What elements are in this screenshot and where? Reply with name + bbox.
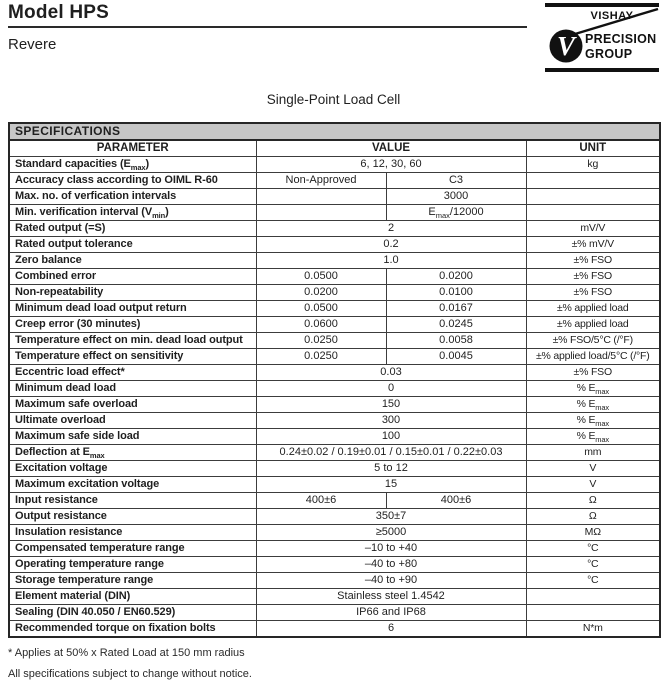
section-title: SPECIFICATIONS xyxy=(9,123,660,140)
spec-table-row xyxy=(9,381,660,397)
unit-cell: kg xyxy=(526,157,660,173)
value-cell-left: 0.0250 xyxy=(256,349,386,365)
value-cell: 1.0 xyxy=(256,253,526,269)
value-cell-right: 400±6 xyxy=(386,493,526,509)
unit-cell xyxy=(526,605,660,621)
unit-cell: % $E_{max}$ xyxy=(526,429,660,445)
parameter-cell: Non-repeatability xyxy=(9,285,256,301)
parameter-cell: Output resistance xyxy=(9,509,256,525)
logo-precision-text: PRECISION xyxy=(585,32,657,46)
unit-cell: ±% FSO xyxy=(526,269,660,285)
spec-table-row xyxy=(9,413,660,429)
parameter-cell: Ultimate overload xyxy=(9,413,256,429)
unit-cell: Ω xyxy=(526,509,660,525)
page-title: Model HPS xyxy=(8,2,110,23)
parameter-cell: Minimum dead load xyxy=(9,381,256,397)
parameter-cell: Eccentric load effect* xyxy=(9,365,256,381)
unit-cell: V xyxy=(526,461,660,477)
logo-company-text: VISHAY xyxy=(590,10,634,22)
parameter-cell: Zero balance xyxy=(9,253,256,269)
parameter-cell: Creep error (30 minutes) xyxy=(9,317,256,333)
value-cell-right: 0.0100 xyxy=(386,285,526,301)
value-cell-left: 0.0250 xyxy=(256,333,386,349)
spec-table-row xyxy=(9,621,660,638)
unit-cell: V xyxy=(526,477,660,493)
parameter-cell: Recommended torque on fixation bolts xyxy=(9,621,256,638)
unit-cell: MΩ xyxy=(526,525,660,541)
value-cell-right: 0.0167 xyxy=(386,301,526,317)
value-cell-left xyxy=(256,189,386,205)
spec-table-row xyxy=(9,285,660,301)
value-cell: 350±7 xyxy=(256,509,526,525)
logo-group-text: GROUP xyxy=(585,47,633,61)
footnote-disclaimer: All specifications subject to change without notice. xyxy=(8,668,252,680)
unit-cell: N*m xyxy=(526,621,660,638)
parameter-cell: Temperature effect on sensitivity xyxy=(9,349,256,365)
unit-cell: ±% mV/V xyxy=(526,237,660,253)
parameter-cell: Rated output (=S) xyxy=(9,221,256,237)
value-cell-left: 0.0500 xyxy=(256,269,386,285)
unit-cell: % $E_{max}$ xyxy=(526,381,660,397)
parameter-cell: Rated output tolerance xyxy=(9,237,256,253)
value-cell-right: 0.0045 xyxy=(386,349,526,365)
value-cell: 5 to 12 xyxy=(256,461,526,477)
spec-table-row xyxy=(9,477,660,493)
value-cell: Stainless steel 1.4542 xyxy=(256,589,526,605)
product-title: Single-Point Load Cell xyxy=(266,92,401,107)
unit-cell: °C xyxy=(526,541,660,557)
value-cell: 0.03 xyxy=(256,365,526,381)
value-cell: IP66 and IP68 xyxy=(256,605,526,621)
value-cell: 300 xyxy=(256,413,526,429)
parameter-cell: Standard capacities $(E_{max})$ xyxy=(9,157,256,173)
value-cell: 0 xyxy=(256,381,526,397)
parameter-cell: Min. verification interval $(V_{min})$ xyxy=(9,205,256,221)
value-cell: 150 xyxy=(256,397,526,413)
spec-table-row xyxy=(9,573,660,589)
spec-table-row xyxy=(9,589,660,605)
spec-table-row xyxy=(9,157,660,173)
spec-table-row xyxy=(9,189,660,205)
spec-table-row xyxy=(9,429,660,445)
value-cell: 2 xyxy=(256,221,526,237)
datasheet-header xyxy=(0,0,667,86)
value-cell-right: 3000 xyxy=(386,189,526,205)
value-cell: 6, 12, 30, 60 xyxy=(256,157,526,173)
column-header-row xyxy=(9,140,660,157)
unit-cell: ±% FSO/5°C (/°F) xyxy=(526,333,660,349)
spec-table-row xyxy=(9,541,660,557)
parameter-cell: Operating temperature range xyxy=(9,557,256,573)
logo-v-monogram: V xyxy=(556,31,576,61)
unit-cell: % $E_{max}$ xyxy=(526,413,660,429)
value-cell-left: 0.0200 xyxy=(256,285,386,301)
parameter-cell: Combined error xyxy=(9,269,256,285)
spec-table-row xyxy=(9,493,660,509)
unit-cell: °C xyxy=(526,573,660,589)
value-cell-left: 400±6 xyxy=(256,493,386,509)
parameter-cell: Compensated temperature range xyxy=(9,541,256,557)
unit-cell: Ω xyxy=(526,493,660,509)
parameter-cell: Maximum safe side load xyxy=(9,429,256,445)
value-cell: –40 to +80 xyxy=(256,557,526,573)
spec-table-row xyxy=(9,221,660,237)
section-header-row xyxy=(9,123,660,140)
value-cell-right: $E_{max}/12000$ xyxy=(386,205,526,221)
logo-graphic xyxy=(544,3,660,73)
value-cell: –40 to +90 xyxy=(256,573,526,589)
parameter-cell: Storage temperature range xyxy=(9,573,256,589)
spec-table-row xyxy=(9,397,660,413)
value-cell: ≥5000 xyxy=(256,525,526,541)
parameter-cell: Max. no. of verfication intervals xyxy=(9,189,256,205)
value-cell-left xyxy=(256,205,386,221)
unit-cell: ±% FSO xyxy=(526,253,660,269)
unit-cell: ±% FSO xyxy=(526,365,660,381)
footnotes xyxy=(8,647,667,680)
column-header-parameter: PARAMETER xyxy=(9,140,256,157)
logo-bottom-bar xyxy=(545,68,659,72)
spec-rows-body xyxy=(9,157,660,638)
column-header-value: VALUE xyxy=(256,140,526,157)
value-cell: 6 xyxy=(256,621,526,638)
spec-table-row xyxy=(9,333,660,349)
spec-table-row xyxy=(9,445,660,461)
value-cell: 100 xyxy=(256,429,526,445)
spec-table-row xyxy=(9,301,660,317)
unit-cell: °C xyxy=(526,557,660,573)
parameter-cell: Maximum excitation voltage xyxy=(9,477,256,493)
parameter-cell: Excitation voltage xyxy=(9,461,256,477)
unit-cell: ±% applied load/5°C (/°F) xyxy=(526,349,660,365)
value-cell: 0.24±0.02 / 0.19±0.01 / 0.15±0.01 / 0.22±0.03 xyxy=(256,445,526,461)
value-cell: 0.2 xyxy=(256,237,526,253)
unit-cell: ±% FSO xyxy=(526,285,660,301)
parameter-cell: Minimum dead load output return xyxy=(9,301,256,317)
value-cell-right: 0.0058 xyxy=(386,333,526,349)
logo-top-bar xyxy=(545,3,659,7)
value-cell-left: Non-Approved xyxy=(256,173,386,189)
parameter-cell: Deflection at $E_{max}$ xyxy=(9,445,256,461)
parameter-cell: Insulation resistance xyxy=(9,525,256,541)
spec-table-row xyxy=(9,237,660,253)
unit-cell xyxy=(526,205,660,221)
unit-cell: ±% applied load xyxy=(526,301,660,317)
spec-table-row xyxy=(9,605,660,621)
vishay-precision-group-logo xyxy=(544,3,660,73)
footnote-eccentric-load: * Applies at 50% x Rated Load at 150 mm radius xyxy=(8,647,245,659)
column-header-unit: UNIT xyxy=(526,140,660,157)
unit-cell xyxy=(526,173,660,189)
value-cell: 15 xyxy=(256,477,526,493)
spec-table-row xyxy=(9,557,660,573)
parameter-cell: Temperature effect on min. dead load output xyxy=(9,333,256,349)
parameter-cell: Input resistance xyxy=(9,493,256,509)
unit-cell: mV/V xyxy=(526,221,660,237)
specifications-table xyxy=(8,122,661,638)
value-cell-left: 0.0500 xyxy=(256,301,386,317)
spec-table-row xyxy=(9,205,660,221)
parameter-cell: Accuracy class according to OIML R-60 xyxy=(9,173,256,189)
unit-cell: ±% applied load xyxy=(526,317,660,333)
spec-table-row xyxy=(9,317,660,333)
brand-name: Revere xyxy=(8,36,57,53)
spec-table-row xyxy=(9,365,660,381)
parameter-cell: Sealing (DIN 40.050 / EN60.529) xyxy=(9,605,256,621)
parameter-cell: Element material (DIN) xyxy=(9,589,256,605)
value-cell: –10 to +40 xyxy=(256,541,526,557)
unit-cell xyxy=(526,589,660,605)
parameter-cell: Maximum safe overload xyxy=(9,397,256,413)
spec-table-row xyxy=(9,253,660,269)
value-cell-left: 0.0600 xyxy=(256,317,386,333)
spec-table-row xyxy=(9,173,660,189)
title-divider xyxy=(8,26,527,28)
value-cell-right: C3 xyxy=(386,173,526,189)
value-cell-right: 0.0245 xyxy=(386,317,526,333)
spec-table-row xyxy=(9,269,660,285)
unit-cell: % $E_{max}$ xyxy=(526,397,660,413)
unit-cell xyxy=(526,189,660,205)
spec-table-row xyxy=(9,509,660,525)
value-cell-right: 0.0200 xyxy=(386,269,526,285)
spec-table-row xyxy=(9,525,660,541)
spec-table-row xyxy=(9,461,660,477)
spec-table-row xyxy=(9,349,660,365)
unit-cell: mm xyxy=(526,445,660,461)
